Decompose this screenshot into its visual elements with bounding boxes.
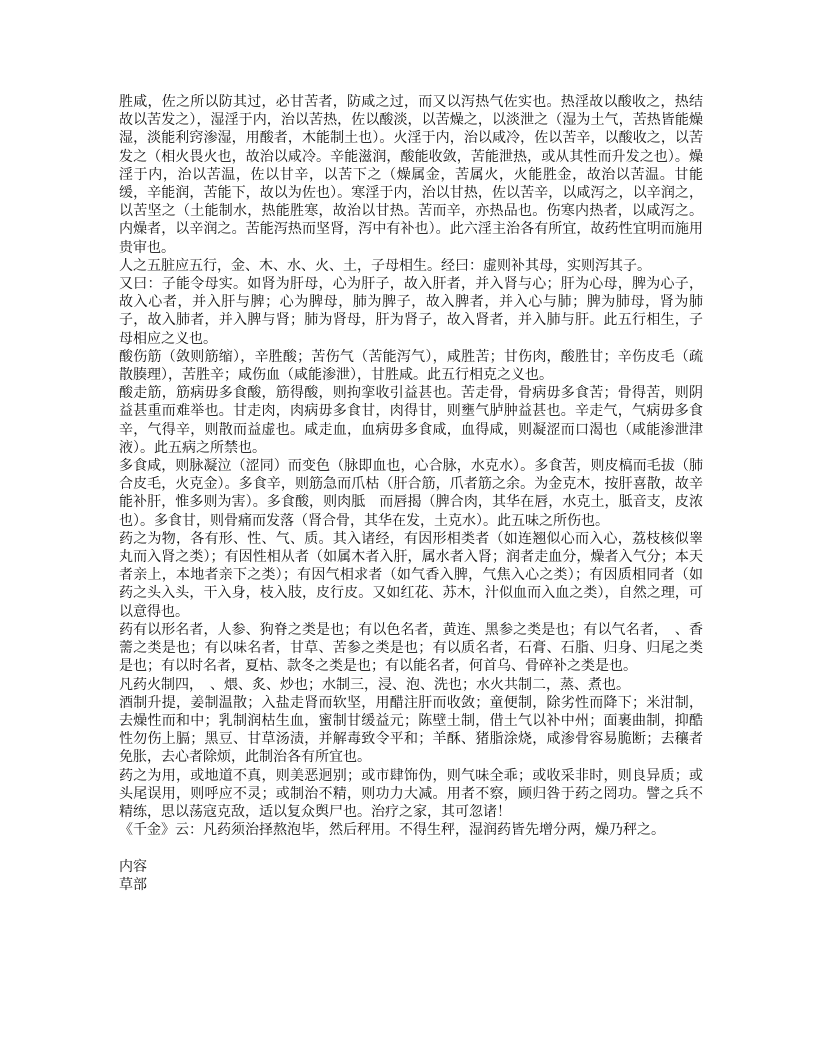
paragraph-six-excesses: 胜咸，佐之所以防其过，必甘苦者，防咸之过，而又以泻热气佐实也。热淫故以酸收之，热结故以苦发之），湿淫于内，治以苦热，佐以酸淡，以苦燥之，以淡泄之（湿为土气，苦热皆能燥湿，淡能利窍渗湿，用酸者，木能制土也）。火淫于内，治以咸冷，佐以苦辛，以酸收之，以苦发之（相火畏火也，故治以咸冷。辛能滋润，酸能收敛，苦能泄热，或从其性而升发之也）。燥淫于内，治以苦温，佐以甘辛，以苦下之（燥属金，苦属火，火能胜金，故治以苦温。甘能缓，辛能润，苦能下，故以为佐也）。寒淫于内，治以甘热，佐以苦辛，以咸泻之，以辛润之，以苦坚之（土能制水，热能胜寒，故治以甘热。苦而辛，亦热品也。伤寒内热者，以咸泻之。内燥者，以辛润之。苦能泻热而坚肾，泻中有补也）。此六淫主治各有所宜，故药性宜明而施用贵审也。 [119, 95, 703, 256]
paragraph-qianjin-quote: 《千金》云：凡药须治择熬泡毕，然后秤用。不得生秤，湿润药皆先增分两，燥乃秤之。 [119, 823, 665, 839]
herb-section-label: 草部 [119, 877, 147, 893]
paragraph-five-restraints: 酸伤筋（敛则筋缩），辛胜酸；苦伤气（苦能泻气），咸胜苦；甘伤肉，酸胜甘；辛伤皮毛（疏散腠理），苦胜辛；咸伤血（咸能渗泄），甘胜咸。此五行相克之义也。 [119, 349, 703, 384]
paragraph-five-organs: 人之五脏应五行，金、木、水、火、土，子母相生。经曰：虚则补其母，实则泻其子。 [119, 258, 651, 274]
paragraph-five-flavor-harms: 多食咸，则脉凝泣（涩同）而变色（脉即血也，心合脉，水克水）。多食苦，则皮槁而毛拔（肺合皮毛，火克金）。多食辛，则筋急而爪枯（肝合筋，爪者筋之余。为金克木，按肝喜散，故辛能补肝，惟多则为害）。多食酸，则肉胝 而唇揭（脾合肉，其华在唇，水克土，胝音支，皮浓也）。多食甘，则骨痛而发落（肾合骨，其华在发，土克水）。此五味之所伤也。 [119, 459, 703, 529]
contents-label: 内容 [119, 859, 147, 875]
paragraph-drug-naming: 药有以形名者，人参、狗脊之类是也；有以色名者，黄连、黑参之类是也；有以气名者， 、香薷之类是也；有以味名者，甘草、苦参之类是也；有以质名者，石膏、石脂、归身、归尾之类是也；有以时名者，夏枯、款冬之类是也；有以能名者，何首乌、骨碎补之类是也。 [119, 622, 703, 675]
section-labels [119, 859, 703, 895]
paragraph-drug-quality: 药之为用，或地道不真，则美恶迥别；或市肆饰伪，则气味全乖；或收采非时，则良异质；或头尾误用，则呼应不灵；或制治不精，则功力大减。用者不察，顾归咎于药之罔功。譬之兵不精练，思以荡寇克敌，适以复众舆尸也。治疗之家，其可忽诸！ [119, 768, 703, 820]
paragraph-processing-methods: 酒制升提，姜制温散；入盐走肾而软坚，用醋注肝而收敛；童便制，除劣性而降下；米泔制，去燥性而和中；乳制润枯生血，蜜制甘缓益元；陈壁土制，借土气以补中州；面裹曲制，抑酷性勿伤上膈；黑豆、甘草汤渍，并解毒致令平和；羊酥、猪脂涂烧，咸渗骨容易脆断；去穰者免胀，去心者除烦，此制治各有所宜也。 [119, 695, 703, 766]
document-body [119, 94, 703, 895]
paragraph-mother-child: 又曰：子能令母实。如肾为肝母，心为肝子，故入肝者，并入肾与心；肝为心母，脾为心子，故入心者，并入肝与脾；心为脾母，肺为脾子，故入脾者，并入心与肺；脾为肺母，肾为肺子，故入肺者，并入脾与肾；肺为肾母，肝为肾子，故入肾者，并入肺与肝。此五行相生，子母相应之义也。 [119, 277, 703, 347]
paragraph-five-prohibitions: 酸走筋，筋病毋多食酸，筋得酸，则拘挛收引益甚也。苦走骨，骨病毋多食苦；骨得苦，则阴益甚重而难举也。甘走肉，肉病毋多食甘，肉得甘，则壅气胪肿益甚也。辛走气，气病毋多食辛，气得辛，则散而益虚也。咸走血，血病毋多食咸，血得咸，则凝涩而口渴也（咸能渗泄津液）。此五病之所禁也。 [119, 386, 703, 456]
paragraph-fire-water-processing: 凡药火制四， 、煨、炙、炒也；水制三，浸、泡、洗也；水火共制二，蒸、煮也。 [119, 677, 630, 693]
paragraph-drug-properties: 药之为物，各有形、性、气、质。其入诸经，有因形相类者（如连翘似心而入心，荔枝核似睾丸而入肾之类）；有因性相从者（如属木者入肝，属水者入肾；润者走血分，燥者入气分；本天者亲上，本地者亲下之类）；有因气相求者（如气香入脾，气焦入心之类）；有因质相同者（如药之头入头，干入身，枝入肢，皮行皮。又如红花、苏木，汁似血而入血之类），自然之理，可以意得也。 [119, 531, 703, 620]
